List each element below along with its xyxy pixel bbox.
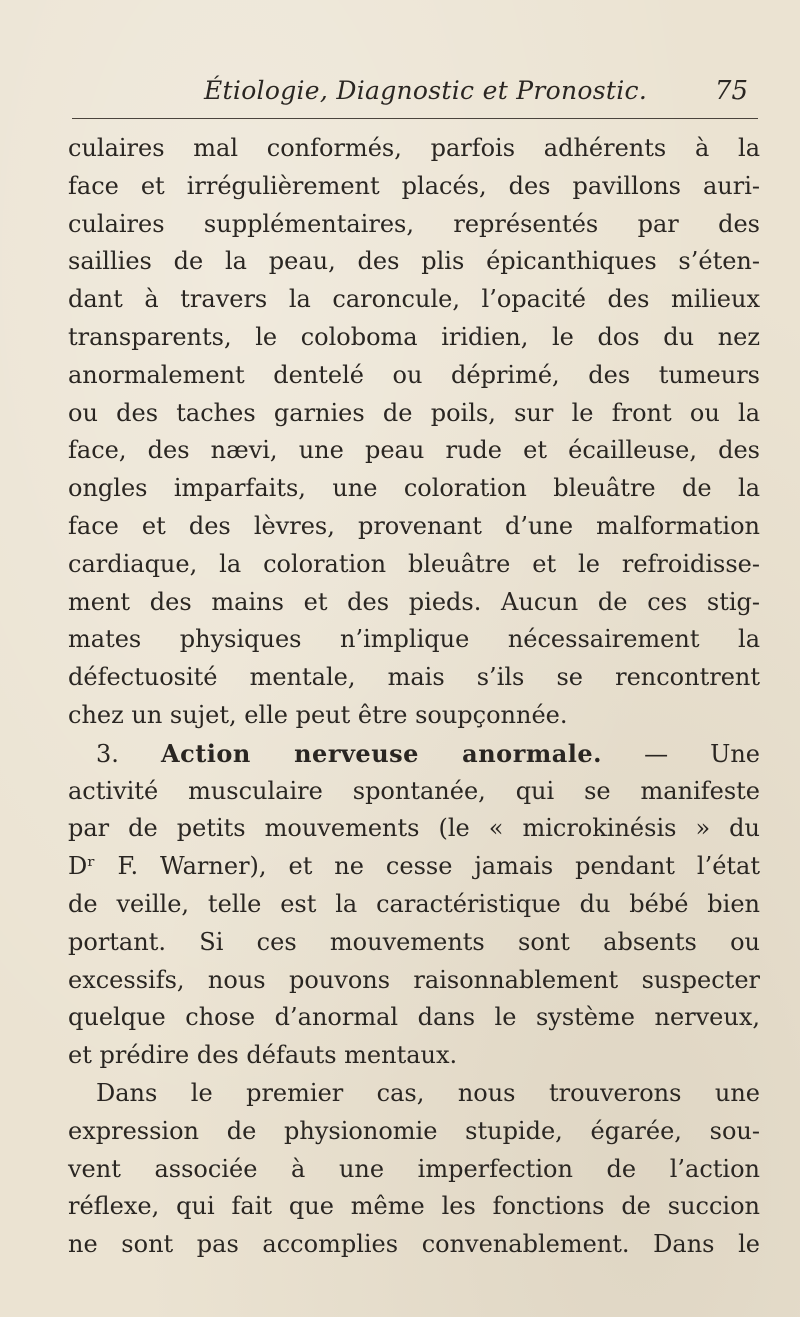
text-line: Dʳ F. Warner), et ne cesse jamais pendant l’état xyxy=(68,852,760,881)
section-heading: Action nerveuse anormale. xyxy=(160,738,603,768)
text-line: quelque chose d’anormal dans le système nerveux, xyxy=(68,1003,760,1032)
body-text xyxy=(68,130,760,1264)
text-line: transparents, le coloboma iridien, le dos du nez xyxy=(68,322,760,351)
section-heading-line xyxy=(68,735,760,773)
text-line: face, des nævi, une peau rude et écailleuse, des xyxy=(68,436,760,465)
text-line: culaires supplémentaires, représentés par des xyxy=(68,209,760,238)
text-line: Dans le premier cas, nous trouverons une xyxy=(96,1078,760,1107)
header-rule xyxy=(72,118,758,119)
text-line: excessifs, nous pouvons raisonnablement suspecter xyxy=(68,965,760,994)
page-number: 75 xyxy=(714,76,748,106)
text-line: expression de physionomie stupide, égarée, sou- xyxy=(68,1116,760,1145)
text-line: mates physiques n’implique nécessairement la xyxy=(68,625,760,654)
text-line: face et des lèvres, provenant d’une malformation xyxy=(68,511,760,540)
section-heading-rest: — Une xyxy=(644,739,760,768)
text-line: ne sont pas accomplies convenablement. Dans le xyxy=(68,1230,760,1259)
text-line: par de petits mouvements (le « microkinésis » du xyxy=(68,814,760,843)
text-line: réflexe, qui fait que même les fonctions de succion xyxy=(68,1192,760,1221)
text-line: chez un sujet, elle peut être soupçonnée. xyxy=(68,700,568,729)
text-line: ongles imparfaits, une coloration bleuâtre de la xyxy=(68,474,760,503)
text-line: face et irrégulièrement placés, des pavillons auri- xyxy=(68,171,760,200)
text-line: anormalement dentelé ou déprimé, des tumeurs xyxy=(68,360,760,389)
text-line: dant à travers la caroncule, l’opacité des milieux xyxy=(68,285,760,314)
text-line: de veille, telle est la caractéristique du bébé bien xyxy=(68,889,760,918)
text-line: portant. Si ces mouvements sont absents ou xyxy=(68,927,760,956)
text-line: activité musculaire spontanée, qui se manifeste xyxy=(68,776,760,805)
text-line: et prédire des défauts mentaux. xyxy=(68,1041,458,1070)
text-line: vent associée à une imperfection de l’action xyxy=(68,1154,760,1183)
page-header xyxy=(72,76,758,116)
text-line: culaires mal conformés, parfois adhérents à la xyxy=(68,134,760,162)
text-line: défectuosité mentale, mais s’ils se rencontrent xyxy=(68,663,760,692)
text-line: ment des mains et des pieds. Aucun de ces stig- xyxy=(68,587,760,616)
running-title: Étiologie, Diagnostic et Pronostic. xyxy=(204,76,648,105)
text-line: ou des taches garnies de poils, sur le front ou la xyxy=(68,398,760,427)
text-line: cardiaque, la coloration bleuâtre et le refroidisse- xyxy=(68,549,760,578)
section-number: 3. xyxy=(96,739,119,768)
text-line: saillies de la peau, des plis épicanthiques s’éten- xyxy=(68,247,760,276)
